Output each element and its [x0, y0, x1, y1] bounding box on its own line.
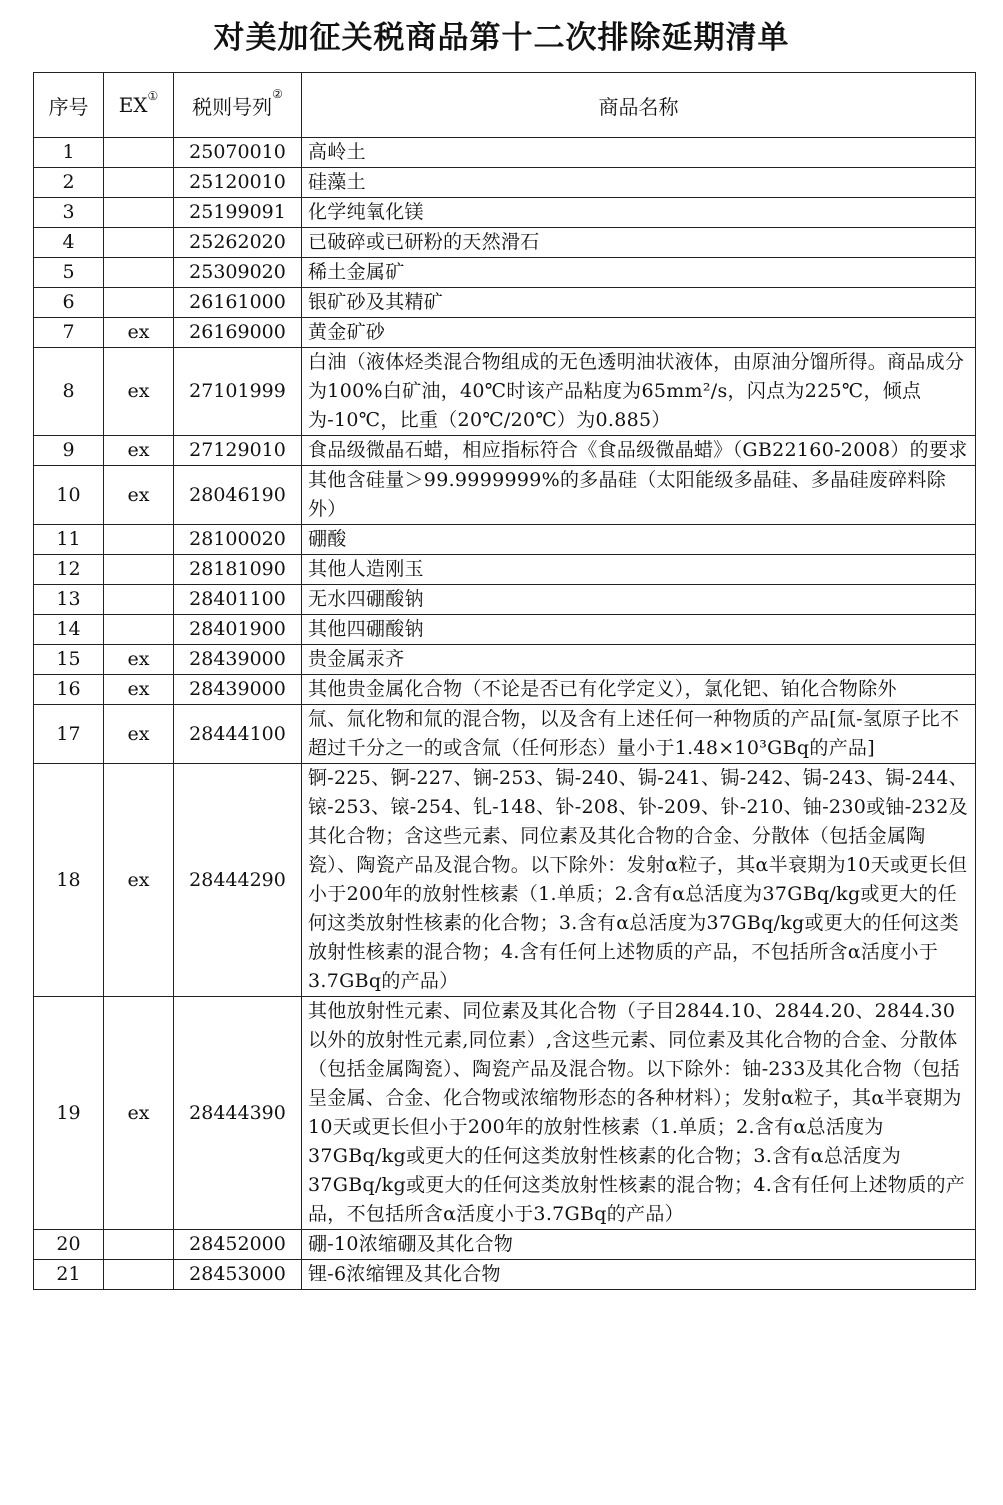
- table-row: [34, 288, 976, 318]
- row-seq: 14: [34, 615, 104, 645]
- row-name: 硅藻土: [302, 168, 976, 198]
- row-code: 28444100: [174, 705, 302, 764]
- row-ex: [104, 288, 174, 318]
- row-seq: 10: [34, 466, 104, 525]
- table-row: [34, 585, 976, 615]
- row-code: 26169000: [174, 318, 302, 348]
- table-row: [34, 198, 976, 228]
- row-code: 28046190: [174, 466, 302, 525]
- row-code: 28453000: [174, 1260, 302, 1290]
- row-ex: ex: [104, 436, 174, 466]
- row-code: 28444290: [174, 764, 302, 997]
- row-seq: 15: [34, 645, 104, 675]
- row-ex: [104, 258, 174, 288]
- row-ex: [104, 138, 174, 168]
- row-seq: 11: [34, 525, 104, 555]
- header-seq: 序号: [34, 73, 104, 138]
- row-name: 其他含硅量＞99.9999999%的多晶硅（太阳能级多晶硅、多晶硅废碎料除外）: [302, 466, 976, 525]
- table-row: [34, 615, 976, 645]
- row-ex: ex: [104, 466, 174, 525]
- row-seq: 8: [34, 348, 104, 436]
- table-row: [34, 1230, 976, 1260]
- row-seq: 2: [34, 168, 104, 198]
- table-row: [34, 705, 976, 764]
- row-ex: ex: [104, 645, 174, 675]
- row-name: 其他人造刚玉: [302, 555, 976, 585]
- row-name: 贵金属汞齐: [302, 645, 976, 675]
- header-ex-label: EX: [118, 93, 148, 117]
- row-name: 食品级微晶石蜡，相应指标符合《食品级微晶蜡》（GB22160-2008）的要求: [302, 436, 976, 466]
- row-name: 稀土金属矿: [302, 258, 976, 288]
- row-ex: [104, 615, 174, 645]
- table-row: [34, 466, 976, 525]
- row-ex: ex: [104, 318, 174, 348]
- table-row: [34, 997, 976, 1230]
- table-row: [34, 348, 976, 436]
- row-seq: 21: [34, 1260, 104, 1290]
- row-ex: [104, 555, 174, 585]
- row-ex: [104, 1230, 174, 1260]
- table-header-row: [34, 73, 976, 138]
- row-name: 锂-6浓缩锂及其化合物: [302, 1260, 976, 1290]
- table-row: [34, 436, 976, 466]
- table-row: [34, 764, 976, 997]
- row-seq: 1: [34, 138, 104, 168]
- header-ex-footnote: ①: [147, 89, 159, 103]
- table-row: [34, 228, 976, 258]
- row-code: 28444390: [174, 997, 302, 1230]
- row-code: 25120010: [174, 168, 302, 198]
- row-ex: [104, 525, 174, 555]
- row-seq: 18: [34, 764, 104, 997]
- row-code: 28439000: [174, 645, 302, 675]
- row-name: 黄金矿砂: [302, 318, 976, 348]
- row-name: 白油（液体烃类混合物组成的无色透明油状液体，由原油分馏所得。商品成分为100%白矿油，40℃时该产品粘度为65mm²/s，闪点为225℃，倾点为-10℃，比重（20℃/20℃）为0.885）: [302, 348, 976, 436]
- table-row: [34, 1260, 976, 1290]
- row-seq: 19: [34, 997, 104, 1230]
- header-code-label: 税则号列: [192, 94, 273, 119]
- row-code: 25309020: [174, 258, 302, 288]
- row-code: 26161000: [174, 288, 302, 318]
- row-seq: 3: [34, 198, 104, 228]
- header-code-footnote: ②: [272, 86, 283, 101]
- row-code: 28452000: [174, 1230, 302, 1260]
- row-name: 硼-10浓缩硼及其化合物: [302, 1230, 976, 1260]
- row-code: 27129010: [174, 436, 302, 466]
- table-row: [34, 318, 976, 348]
- header-name: 商品名称: [302, 73, 976, 138]
- row-name: 已破碎或已研粉的天然滑石: [302, 228, 976, 258]
- row-code: 28100020: [174, 525, 302, 555]
- row-name: 化学纯氧化镁: [302, 198, 976, 228]
- row-ex: ex: [104, 675, 174, 705]
- row-seq: 17: [34, 705, 104, 764]
- header-code: [174, 73, 302, 138]
- row-seq: 7: [34, 318, 104, 348]
- row-ex: [104, 228, 174, 258]
- row-code: 27101999: [174, 348, 302, 436]
- table-row: [34, 555, 976, 585]
- row-name: 无水四硼酸钠: [302, 585, 976, 615]
- row-code: 28439000: [174, 675, 302, 705]
- row-ex: ex: [104, 997, 174, 1230]
- row-code: 25262020: [174, 228, 302, 258]
- table-row: [34, 168, 976, 198]
- row-ex: [104, 168, 174, 198]
- row-seq: 6: [34, 288, 104, 318]
- row-name: 硼酸: [302, 525, 976, 555]
- table-row: [34, 138, 976, 168]
- row-name: 氚、氚化物和氚的混合物，以及含有上述任何一种物质的产品[氚-氢原子比不超过千分之一的或含氚（任何形态）量小于1.48×10³GBq的产品]: [302, 705, 976, 764]
- table-row: [34, 258, 976, 288]
- row-code: 28401900: [174, 615, 302, 645]
- row-name: 其他贵金属化合物（不论是否已有化学定义），氯化钯、铂化合物除外: [302, 675, 976, 705]
- table-row: [34, 675, 976, 705]
- table-row: [34, 525, 976, 555]
- page-title: 对美加征关税商品第十二次排除延期清单: [213, 20, 790, 56]
- row-seq: 12: [34, 555, 104, 585]
- row-name: 银矿砂及其精矿: [302, 288, 976, 318]
- row-name: 其他放射性元素、同位素及其化合物（子目2844.10、2844.20、2844.30以外的放射性元素,同位素）,含这些元素、同位素及其化合物的合金、分散体（包括金属陶瓷）、陶瓷产品及混合物。以下除外：铀-233及其化合物（包括呈金属、合金、化合物或浓缩物形态的各种材料）；发射α粒子，其α半衰期为10天或更长但小于200年的放射性核素（1.单质；2.含有α总活度为37GBq/kg或更大的任何这类放射性核素的化合物；3.含有α总活度为37GBq/kg或更大的任何这类放射性核素的混合物；4.含有任何上述物质的产品，不包括所含α活度小于3.7GBq的产品）: [302, 997, 976, 1230]
- row-seq: 5: [34, 258, 104, 288]
- row-ex: [104, 1260, 174, 1290]
- header-ex: [104, 73, 174, 138]
- row-ex: [104, 198, 174, 228]
- row-seq: 16: [34, 675, 104, 705]
- row-seq: 9: [34, 436, 104, 466]
- row-ex: [104, 585, 174, 615]
- exclusion-list-table: [33, 72, 976, 1290]
- row-code: 28181090: [174, 555, 302, 585]
- row-ex: ex: [104, 764, 174, 997]
- row-name: 其他四硼酸钠: [302, 615, 976, 645]
- table-row: [34, 645, 976, 675]
- row-seq: 20: [34, 1230, 104, 1260]
- row-ex: ex: [104, 348, 174, 436]
- row-code: 28401100: [174, 585, 302, 615]
- row-seq: 13: [34, 585, 104, 615]
- row-code: 25070010: [174, 138, 302, 168]
- row-ex: ex: [104, 705, 174, 764]
- row-name: 高岭土: [302, 138, 976, 168]
- row-name: 锕-225、锕-227、锎-253、锔-240、锔-241、锔-242、锔-243、锔-244、锿-253、锿-254、钆-148、钋-208、钋-209、钋-210、铀-230或铀-232及其化合物；含这些元素、同位素及其化合物的合金、分散体（包括金属陶瓷）、陶瓷产品及混合物。以下除外：发射α粒子，其α半衰期为10天或更长但小于200年的放射性核素（1.单质；2.含有α总活度为37GBq/kg或更大的任何这类放射性核素的化合物；3.含有α总活度为37GBq/kg或更大的任何这类放射性核素的混合物；4.含有任何上述物质的产品，不包括所含α活度小于3.7GBq的产品）: [302, 764, 976, 997]
- row-code: 25199091: [174, 198, 302, 228]
- row-seq: 4: [34, 228, 104, 258]
